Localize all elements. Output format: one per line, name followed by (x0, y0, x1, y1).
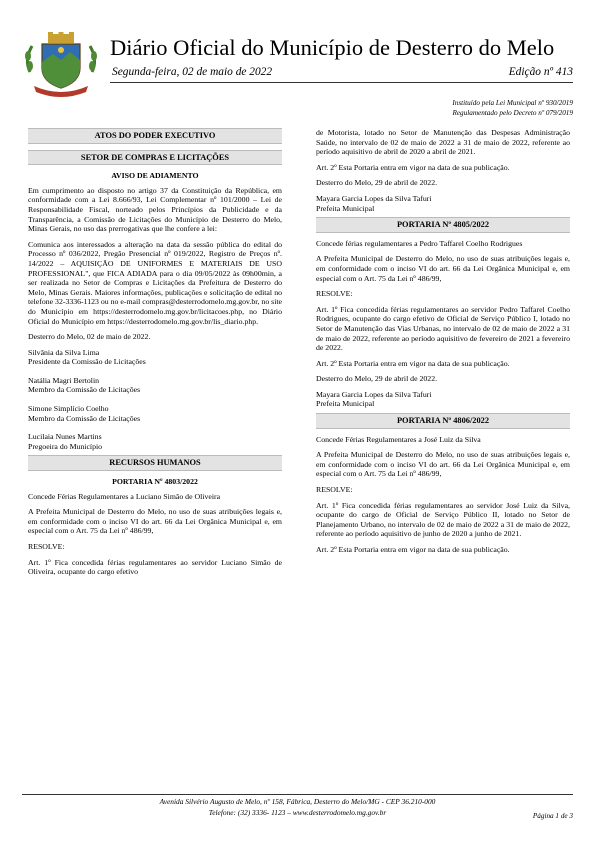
newspaper-title: Diário Oficial do Município de Desterro do Melo (110, 35, 555, 60)
section-band-executive: ATOS DO PODER EXECUTIVO (28, 128, 282, 144)
ordinance-preamble: A Prefeita Municipal de Desterro do Melo, no uso de suas atribuições legais e, em conformidade com o inciso VI do art. 66 da Lei Orgânica Municipal e, em especial com o Art. 75 da Lei nº 486/99, (316, 450, 570, 479)
mayor-role: Prefeita Municipal (316, 203, 375, 213)
footer-contact: Telefone: (32) 3336- 1123 – www.desterrodomelo.mg.gov.br (208, 808, 387, 817)
ordinance-resolve: RESOLVE: (316, 289, 353, 299)
municipal-coat-of-arms (20, 32, 102, 98)
ordinance-resolve: RESOLVE: (28, 542, 65, 551)
section-band-purchasing: SETOR DE COMPRAS E LICITAÇÕES (28, 150, 282, 166)
ordinance-article-2: Art. 2º Esta Portaria entra em vigor na data de sua publicação. (316, 358, 510, 368)
mayor-name: Mayara Garcia Lopes da Silva Tafuri (316, 389, 432, 399)
ordinance-subject: Concede Férias Regulamentares a José Luiz da Silva (316, 434, 481, 444)
left-column (28, 128, 282, 583)
mayor-role: Prefeita Municipal (316, 399, 375, 409)
footer-address: Avenida Silvério Augusto de Melo, nº 158, Fábrica, Desterro do Melo/MG - CEP 36.210-000 (159, 797, 436, 806)
ordinance-article-2: Art. 2º Esta Portaria entra em vigor na data de sua publicação. (316, 545, 510, 554)
institution-decree: Regulamentado pelo Decreto nº 079/2019 (452, 109, 573, 117)
ordinance-subject: Concede férias regulamentares a Pedro Taffarel Coelho Rodrigues (316, 238, 523, 248)
ordinance-article-1: Art. 1º Fica concedida férias regulamentares ao servidor Luciano Simão de Oliveira, ocupante do cargo efetivo (28, 557, 282, 577)
ordinance-band-4806: PORTARIA Nº 4806/2022 (316, 413, 570, 429)
ordinance-article-1: Art. 1º Fica concedida férias regulamentares ao servidor Pedro Taffarel Coelho Rodrigues, ocupante do cargo efetivo de Oficial de Serviço Público I, lotado no Setor de Manutenção das Vias Urbanas, no intervalo de 02 de maio de 2022 a 31 de maio de 2022, referente ao período aquisitivo de fevereiro de 2021 a fevereiro de 2022. (316, 304, 570, 353)
ordinance-subject: Concede Férias Regulamentares a Luciano Simão de Oliveira (28, 491, 221, 501)
signature-role: Presidente da Comissão de Licitações (28, 357, 146, 367)
notice-date: Desterro do Melo, 02 de maio de 2022. (28, 332, 151, 342)
signature-role: Pregoeira do Município (28, 441, 103, 451)
ordinance-preamble: A Prefeita Municipal de Desterro do Melo, no uso de suas atribuições legais e, em conformidade com o inciso VI do art. 66 da Lei Orgânica Municipal e, em especial com o Art. 75 da Lei nº 486/99, (316, 254, 570, 283)
mayor-name: Mayara Garcia Lopes da Silva Tafuri (316, 193, 432, 203)
section-band-human-resources: RECURSOS HUMANOS (28, 455, 282, 471)
notice-paragraph-1: Em cumprimento ao disposto no artigo 37 da Constituição da República, em conformidade com a Lei 8.666/93, Lei Complementar nº 101/2000 – Lei de Responsabilidade Fiscal, norteado pelos Princípios da Publicidade e da Transparência, a Comissão de Licitações do Município de Desterro do Melo, Minas Gerais, no uso das prerrogativas que lhe confere a lei: (28, 185, 282, 234)
signature-role: Membro da Comissão de Licitações (28, 385, 141, 395)
footer-divider (22, 794, 573, 795)
ordinance-date: Desterro do Melo, 29 de abril de 2022. (316, 374, 438, 384)
signature-role: Membro da Comissão de Licitações (28, 413, 141, 423)
ordinance-band-4805: PORTARIA Nº 4805/2022 (316, 217, 570, 233)
notice-paragraph-2: Comunica aos interessados a alteração na data da sessão pública do edital do Processo nº 036/2022, Pregão Presencial nº 019/2022, Registro de Preços nº. 14/2022 – AQUISIÇÃO DE UNIFORMES E MATERIAIS DE USO PROFESSIONAL", que FICA ADIADA para o dia 09/05/2022 às 09h00min, a ser realizada no Setor de Compras e Licitações da Prefeitura de Desterro do Melo, Minas Gerais. Maiores informações, publicações e solicitação de edital no telefone 32-3336-1123 ou no e-mail compras@desterrodomelo.mg.gov.br, no site do Município em https://desterrodomelo.mg.gov.br/licitacoes.php, no Diário Oficial do Município em https://desterrodomelo.mg.gov.br/lis_diario.php. (28, 239, 282, 326)
issue-date: Segunda-feira, 02 de maio de 2022 (112, 66, 273, 78)
header-divider (110, 82, 573, 83)
page-number: Página 1 de 3 (532, 812, 573, 820)
signature-name: Lucilaia Nunes Martins (28, 432, 102, 442)
right-column (316, 128, 570, 561)
ordinance-preamble: A Prefeita Municipal de Desterro do Melo, no uso de suas atribuições legais e, em conformidade com o inciso VI do art. 66 da Lei Orgânica Municipal e, em especial com o Art. 75 da Lei nº 486/99, (28, 507, 282, 536)
ordinance-article-2: Art. 2º Esta Portaria entra em vigor na data de sua publicação. (316, 162, 510, 172)
signature-name: Simone Simplício Coelho (28, 404, 109, 414)
ordinance-date: Desterro do Melo, 29 de abril de 2022. (316, 178, 438, 188)
ordinance-continuation: de Motorista, lotado no Setor de Manutenção das Despesas Administração Saúde, no intervalo de 02 de maio de 2022 a 31 de maio de 2022, referente ao período aquisitivo de abril de 2020 a abril de 2021. (316, 128, 570, 157)
signature-name: Silvânia da Silva Lima (28, 347, 100, 357)
ordinance-article-1: Art. 1º Fica concedida férias regulamentares ao servidor José Luiz da Silva, ocupante do cargo de Oficial de Serviço Público II, lotado no Setor de Planejamento Urbano, no intervalo de 02 de maio de 2022 a 31 de maio de 2022, referente ao período aquisitivo de junho de 2020 a junho de 2021. (316, 500, 570, 539)
ordinance-resolve: RESOLVE: (316, 485, 353, 495)
institution-law: Instituído pela Lei Municipal nº 930/2019 (452, 99, 573, 107)
edition-number: Edição nº 413 (508, 66, 573, 78)
notice-title: AVISO DE ADIAMENTO (111, 171, 199, 181)
signature-name: Natália Magri Bertolin (28, 375, 100, 385)
institution-note (452, 98, 573, 118)
ordinance-title: PORTARIA Nº 4803/2022 (112, 477, 198, 487)
